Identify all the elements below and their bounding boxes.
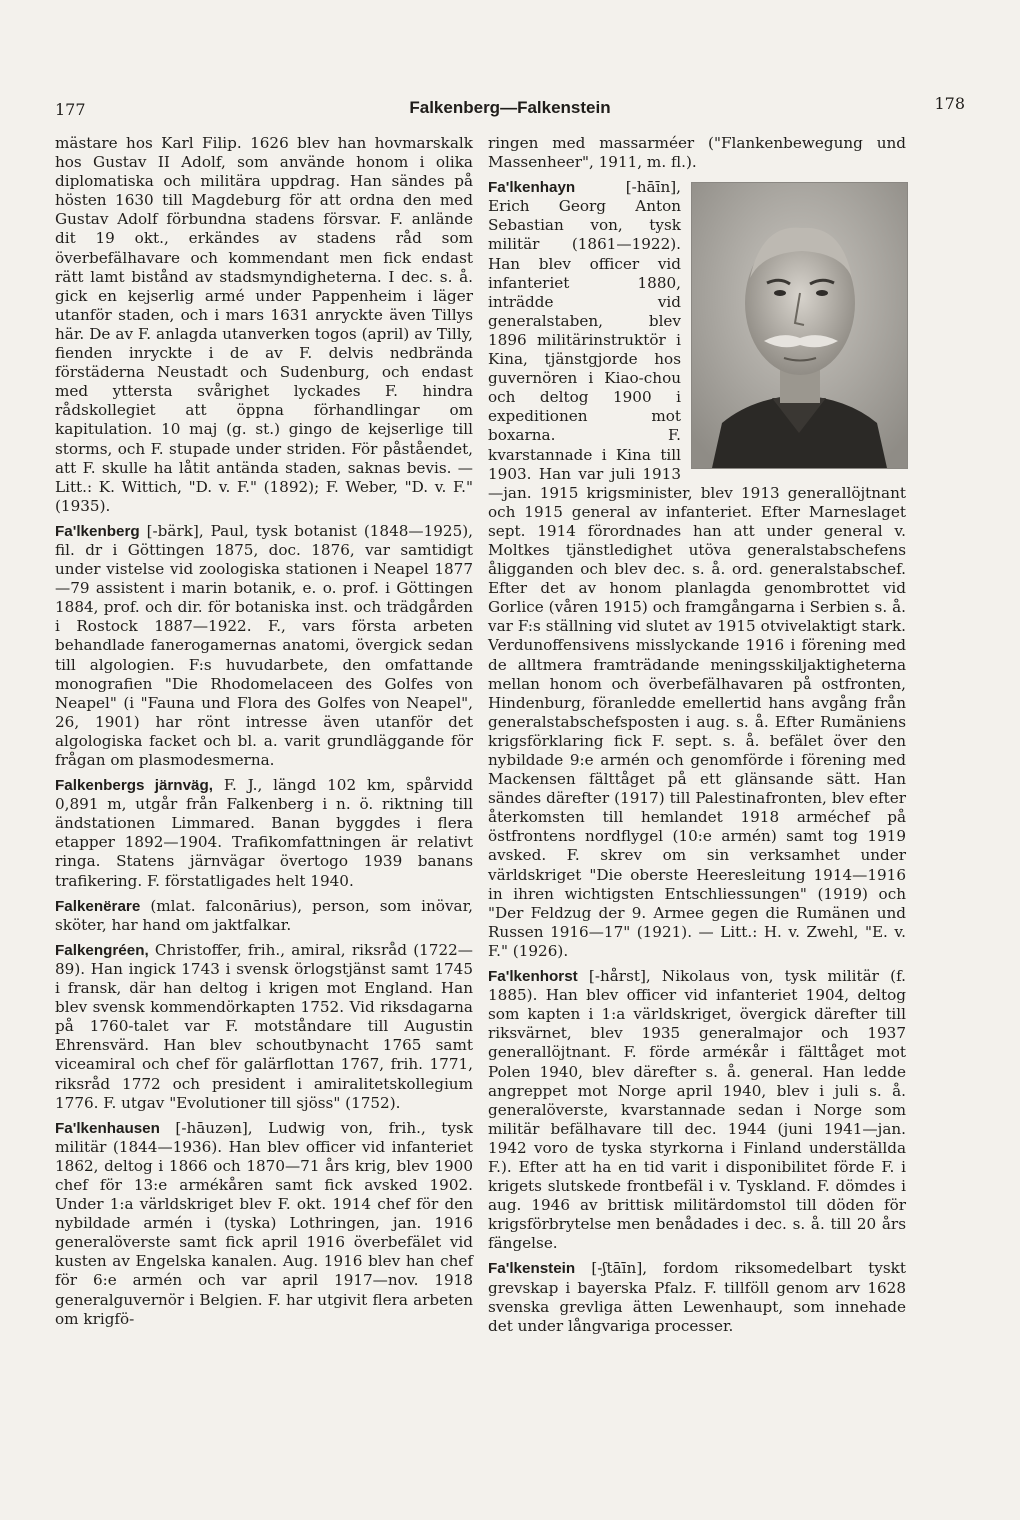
continued-paragraph: mästare hos Karl Filip. 1626 blev han hovmarskalk hos Gustav II Adolf, som använde honom i olika diplomatiska och militära uppdrag. Han sändes på hösten 1630 till Magdeburg för att ordna den med Gustav Adolf förbundna stadens försvar. F. anlände dit 19 okt., erkändes av stadens råd som överbefälhavare och kommendant men fick endast rätt lamt bistånd av stadsmyndigheterna. I dec. s. å. gick en kejserlig armé under Pappenheim i läger utanför staden, och i mars 1631 anryckte även Tillys här. De av F. anlagda utanverken togos (april) av Tilly, fienden inryckte i de av F. delvis nedbrända förstäderna Neustadt och Sudenburg, och endast med yttersta svårighet lyckades F. hindra rådskollegiet att öppna förhandlingar om kapitulation. 10 maj (g. st.) gingo de kejserlige till storms, och F. stupade under striden. För påståendet, att F. skulle ha låtit antända staden, saknas bevis. — Litt.: K. Wittich, "D. v. F." (1892); F. Weber, "D. v. F." (1935). [55,134,473,515]
entry-headword: Fa'lkenstein [488,1260,576,1278]
entry-falkenerare [55,897,473,935]
left-column [55,134,473,1335]
entry-headword: Fa'lkenhausen [55,1119,160,1137]
entry-falkengreen [55,941,473,1113]
page-header [55,94,965,122]
entry-headword: Fa'lkenberg [55,522,140,540]
entry-headword: Falkenbergs järnväg, [55,777,213,795]
entry-body: Christoffer, frih., amiral, riksråd (1722—89). Han ingick 1743 i svensk örlogstjänst samt 1745 i fransk, där han deltog i krigen mot England. Han blev svensk kommendörkapten 1752. Vid riksdagarna på 1760-talet var F. motståndare till Augustin Ehrensvärd. Han blev schoutbynacht 1765 samt viceamiral och chef för galärflottan 1767, frih. 1771, riksråd 1772 och president i amiralitetskollegium 1776. F. utgav "Evolutioner till sjöss" (1752). [55,940,473,1112]
entry-body: [-ʃtāīn], fordom riksomedelbart tyskt grevskap i bayerska Pfalz. F. tillföll genom arv 1628 svenska grevliga ätten Lewenhaupt, som innehade det under långvariga processer. [488,1259,906,1335]
entry-body: [-hāuzən], Ludwig von, frih., tysk militär (1844—1936). Han blev officer vid infanteriet 1862, deltog i 1866 och 1870—71 års krig, blev 1900 chef för 13:e armékåren samt fick avsked 1902. Under 1:a världskriget blev F. okt. 1914 chef för den nybildade armén i (tyska) Lothringen, jan. 1916 generalöverste samt fick april 1916 överbefälet vid kusten av Engelska kanalen. Aug. 1916 blev han chef för 6:e armén och var april 1917—nov. 1918 generalguvernör i Belgien. F. har utgivit flera arbeten om krigfö- [55,1118,473,1328]
entry-falkenberg-paul [55,522,473,770]
continued-paragraph: ringen med massarméer ("Flankenbewegung und Massenheer", 1911, m. fl.). [488,134,906,172]
entry-headword: Falkengréen, [55,941,149,959]
entry-headword: Fa'lkenhorst [488,968,578,986]
entry-body: F. J., längd 102 km, spårvidd 0,891 m, utgår från Falkenberg i n. ö. riktning till ändstationen Limmared. Banan byggdes i flera etapper 1892—1904. Trafikomfattningen är relativt ringa. Statens järnvägar övertogo 1939 banans trafikering. F. förstatligades helt 1940. [55,776,473,890]
page-number-left: 177 [55,100,86,119]
entry-falkenhorst [488,967,906,1253]
entry-body: (mlat. falconārius), person, som inövar, sköter, har hand om jaktfalkar. [55,896,473,934]
entry-headword: Fa'lkenhayn [488,179,576,197]
page-number-right: 178 [934,94,965,113]
entry-body: [-bärk], Paul, tysk botanist (1848—1925), fil. dr i Göttingen 1875, doc. 1876, var samtidigt under vistelse vid zoologiska stationen i Neapel 1877—79 assistent i marin botanik, e. o. prof. i Göttingen 1884, prof. och dir. för botaniska inst. och trädgården i Rostock 1887—1922. F., vars första arbeten behandlade fanerogamernas anatomi, övergick sedan till algologien. F:s huvudarbete, den omfattande monografien "Die Rhodomelaceen des Golfes von Neapel" (i "Fauna und Flora des Golfes von Neapel", 26, 1901) har rönt intresse även utanför det algologiska facket och bl. a. varit grundläggande för frågan om plasmodesmerna. [55,521,473,769]
running-title: Falkenberg—Falkenstein [409,98,611,117]
entry-falkenstein [488,1259,906,1335]
entry-body: [-hāīn], Erich Georg Anton Sebastian von, tysk militär (1861—1922). Han blev officer vid infanteriet 1880, inträdde vid generalstaben, blev 1896 militärinstruktör i Kina, tjänstgjorde hos guvernören i Kiao-chou och deltog 1900 i expeditionen mot boxarna. F. kvarstannade i Kina till 1903. Han var juli 1913—jan. 1915 krigsminister, blev 1913 generallöjtnant och 1915 general av infanteriet. Efter Marneslaget sept. 1914 förordnades han att under general v. Moltkes tjänstledighet utöva generalstabschefens åligganden och blev dec. s. å. ord. generalstabschef. Efter det av honom planlagda genombrottet vid Gorlice (våren 1915) och framgångarna i Serbien s. å. var F:s ställning vid slutet av 1915 otvivelaktigt stark. Verdunoffensivens misslyckande 1916 i förening med de alltmera framträdande meningsskiljaktigheterna mellan honom och överbefälhavaren på ostfronten, Hindenburg, föranledde emellertid hans avgång från generalstabschefsposten i aug. s. å. Efter Rumäniens krigsförklaring fick F. sept. s. å. befälet över den nybildade 9:e armén och genomförde i förening med Mackensen fälttåget på ett glänsande sätt. Han sändes därefter (1917) till Palestinafronten, blev efter återkomsten till hemlandet 1918 arméchef på östfrontens nordflygel (10:e armén) samt tog 1919 avsked. F. skrev om sin verksamhet under världskriget "Die oberste Heeresleitung 1914—1916 in ihren wichtigsten Entschliessungen" (1919) och "Der Feldzug der 9. Armee gegen die Rumänen und Russen 1916—17" (1921). — Litt.: H. v. Zwehl, "E. v. F." (1926). [488,178,906,960]
entry-falkenbergs-jarnvag [55,776,473,891]
portrait-image-icon [692,183,907,468]
entry-falkenhausen [55,1119,473,1329]
right-column [488,134,906,1342]
entry-headword: Falkenërare [55,897,141,915]
portrait-photo [691,182,908,469]
entry-body: [-hårst], Nikolaus von, tysk militär (f. 1885). Han blev officer vid infanteriet 1904, deltog som kapten i 1:a världskriget, övergick därefter till riksvärnet, blev 1935 generalmajor och 1937 generallöjtnant. F. förde arméкår i fälttåget mot Polen 1940, blev därefter s. å. general. Han ledde angreppet mot Norge april 1940, blev i juli s. å. generalöverste, kvarstannade sedan i Norge som militär befälhavare till dec. 1944 (juni 1941—jan. 1942 voro de tyska styrkorna i Finland underställda F.). Efter att ha en tid varit i disponibilitet förde F. i krigets slutskede frontbefäl i v. Tyskland. F. dömdes i aug. 1946 av brittisk militärdomstol till döden för krigsförbrytelse men benådades i dec. s. å. till 20 års fängelse. [488,967,906,1253]
